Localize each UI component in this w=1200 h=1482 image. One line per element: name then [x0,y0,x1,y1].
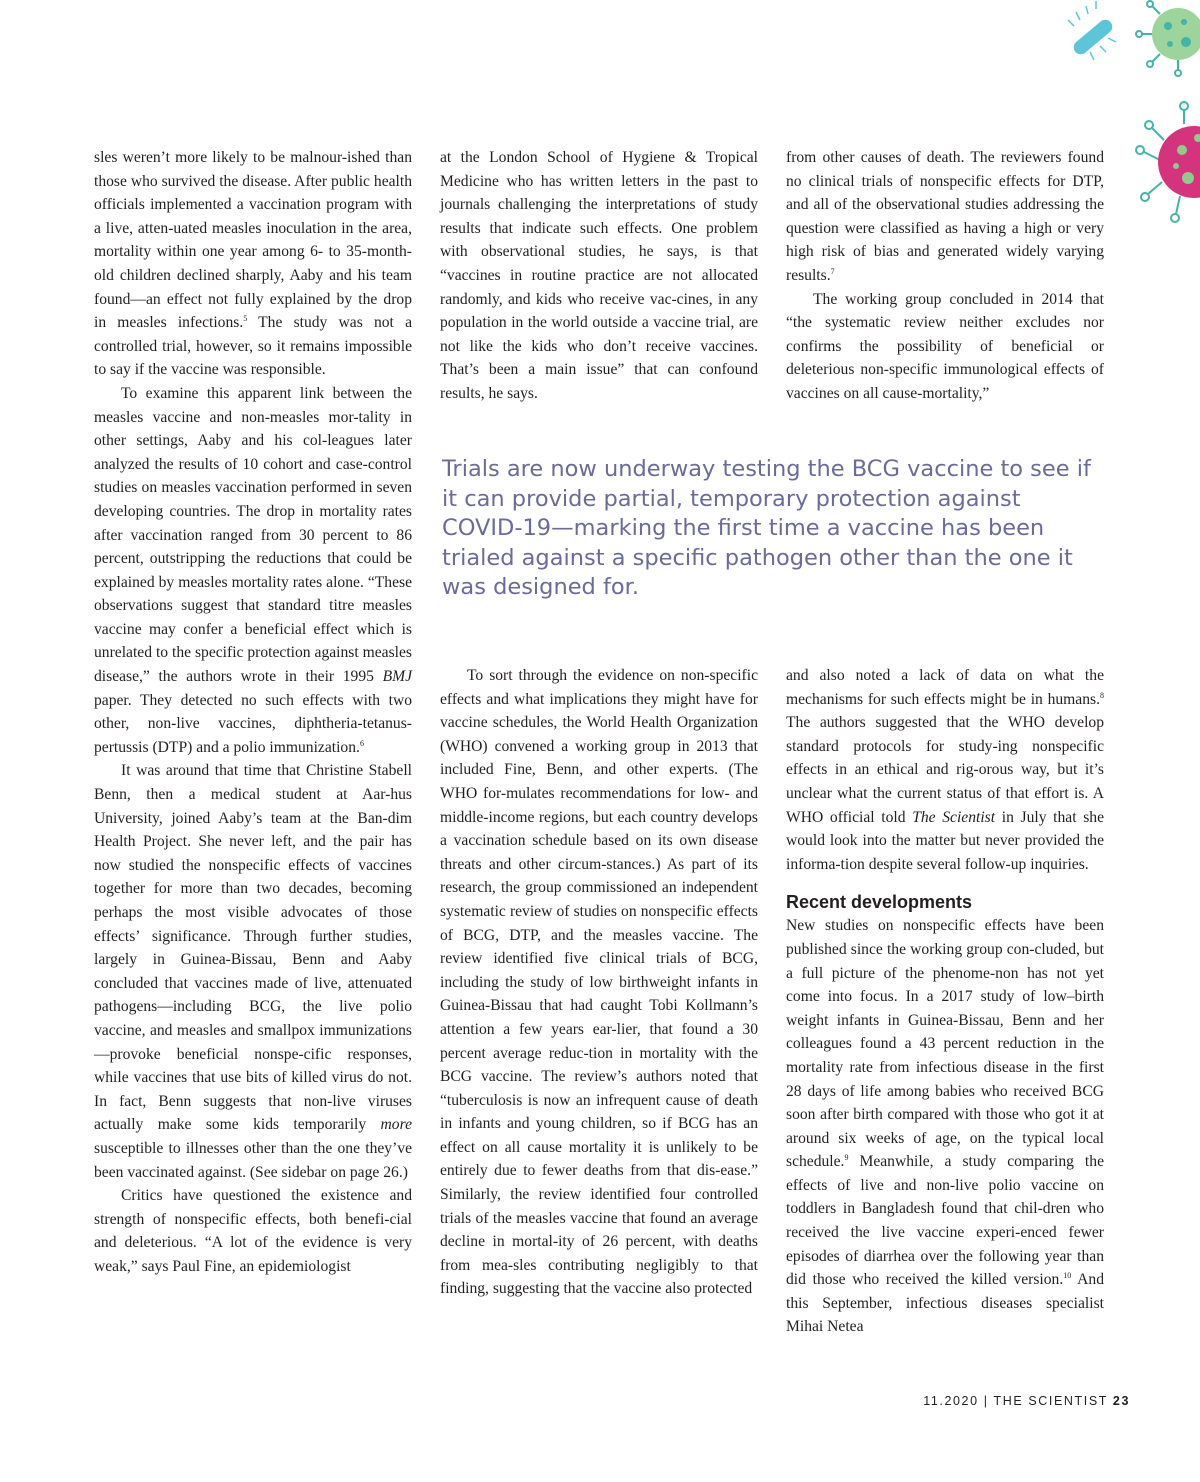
article-column-2-bottom [440,664,758,1301]
reference-number: 6 [359,738,364,748]
paragraph: Critics have questioned the existence and strength of nonspecific effects, both benefi-cial and deleterious. “A lot of the evidence is very weak,” says Paul Fine, an epidemiologist [94,1187,412,1275]
page-footer [923,1394,1130,1408]
reference-number: 8 [1100,690,1104,700]
reference-number: 10 [1063,1271,1072,1281]
emphasis: more [380,1116,412,1134]
reference-number: 7 [830,266,835,276]
reference-number: 9 [844,1153,849,1163]
paragraph: at the London School of Hygiene & Tropical Medicine who has written letters in the past to journals challenging the interpretations of study results that indicate such effects. One problem with observational studies, he says, is that “vaccines in routine practice are not allocated randomly, and kids who receive vac-cines, in any population in the world outside a vaccine trial, are not like the kids who don’t receive vaccines. That’s been a main issue” that can confound results, he says. [440,149,758,402]
magazine-name: THE SCIENTIST [993,1394,1108,1408]
page-number: 23 [1112,1394,1130,1408]
reference-number: 5 [243,314,248,324]
journal-title: BMJ [382,668,412,686]
paragraph: and also noted a lack of data on what the mechanisms for such effects might be in humans.$^8$ The authors suggested that the WHO develop standard protocols for study-ing nonspecific effects in an ethical and rig-orous way, but it’s unclear what the current status of that effort is. A WHO official told The Scientist in July that she would look into the matter but never provided the informa-tion despite several follow-up inquiries. [786,667,1105,873]
virus-icon [1136,1,1200,76]
section-subhead: Recent developments [786,892,973,913]
article-column-1 [94,146,412,1279]
pull-quote: Trials are now underway testing the BCG vaccine to see if it can provide partial, temporary protection against COVID-19—marking the first time a vaccine has been trialed against a specific pathogen other than the one it was designed for. [442,456,1091,600]
virus-icon [1136,102,1200,222]
paragraph: The working group concluded in 2014 that “the systematic review neither excludes nor confirms the possibility of beneficial or deleterious non-specific immunological effects of vaccines on all cause-mortality,” [786,290,1104,402]
article-column-3-bottom [786,664,1104,1339]
issue-date: 11.2020 [923,1394,979,1408]
publication-title: The Scientist [912,808,996,826]
footer-separator: | [983,1394,989,1408]
paragraph: To sort through the evidence on non-specific effects and what implications they might have for vaccine schedules, the World Health Organization (WHO) convened a working group in 2013 that included Fine, Benn, and other experts. (The WHO for-mulates recommendations for low- and middle-income regions, but each country develops a vaccination schedule based on its own disease threats and other circum-stances.) As part of its research, the group commissioned an independent systematic review of studies on nonspecific effects of BCG, DTP, and the measles vaccine. The review identified five clinical trials of BCG, including the study of low birthweight infants in Guinea-Bissau that had caught Tobi Kollmann’s attention a few years ear-lier, that found a 30 percent average reduc-tion in mortality with the BCG vaccine. The review’s authors noted that “tuberculosis is now an infrequent cause of death in infants and young children, so if BCG has an effect on all cause mortality it is unlikely to be entirely due to fewer deaths from that dis-ease.” Similarly, the review identified four controlled trials of the measles vaccine that found an average decline in mortal-ity of 26 percent, with deaths from mea-sles contributing negligibly to that finding, suggesting that the vaccine also protected [440,667,758,1298]
article-column-3-top [786,146,1104,406]
paragraph: New studies on nonspecific effects have been published since the working group con-cluded, but a full picture of the phenome-non has not yet come into focus. In a 2017 study of low–birth weight infants in Guinea-Bissau, Benn and her colleagues found a 43 percent reduction in the mortality rate from infectious disease in the first 28 days of life among babies who received BCG soon after birth compared with those who got it at around six weeks of age, on the typical local schedule.$^9$ Meanwhile, a study comparing the effects of live and non-live polio vaccine on toddlers in Bangladesh found that chil-dren who received the live vaccine experi-enced fewer episodes of diarrhea over the following year than did those who received the killed version.$^{10}$ And this September, infectious diseases specialist Mihai Netea [786,917,1104,1336]
paragraph: To examine this apparent link between the measles vaccine and non-measles mor-tality in other settings, Aaby and his col-leagues later analyzed the results of 10 cohort and case-control studies on measles vaccination performed in seven developing countries. The drop in mortality rates after vaccination ranged from 30 percent to 86 percent, outstripping the reductions that could be explained by measles mortality rates alone. “These observations suggest that standard titre measles vaccine may confer a beneficial effect which is unrelated to the specific protection against measles disease,” the authors wrote in their 1995 BMJ paper. They detected no such effects with two other, non-live vaccines, diphtheria-tetanus-pertussis (DTP) and a polio immunization.$^6$ [94,384,412,756]
bacteria-icon [1068,1,1116,60]
paragraph: It was around that time that Christine Stabell Benn, then a medical student at Aar-hus University, joined Aaby’s team at the Ban-dim Health Project. She never left, and the pair has now studied the nonspecific effects of vaccines together for more than two decades, becoming perhaps the most visible advocates of those effects’ significance. Through further studies, largely in Guinea-Bissau, Benn and Aaby concluded that vaccines made of live, attenuated pathogens—including BCG, the live polio vaccine, and measles and smallpox immunizations—provoke beneficial nonspe-cific responses, while vaccines that use bits of killed virus do not. In fact, Benn suggests that non-live viruses actually make some kids temporarily more susceptible to illnesses other than the one they’ve been vaccinated against. (See sidebar on page 26.) [94,762,412,1181]
paragraph: from other causes of death. The reviewers found no clinical trials of nonspecific effects for DTP, and all of the observational studies addressing the question were classified as having a high or very high risk of bias and generated widely varying results.$^7$ [786,149,1104,284]
article-column-2-top [440,146,758,406]
paragraph: sles weren’t more likely to be malnour-ished than those who survived the disease. After public health officials implemented a vaccination program with a live, atten-uated measles inoculation in the area, mortality within one year among 6- to 35-month-old children declined sharply, Aaby and his team found—an effect not fully explained by the drop in measles infections.$^5$ The study was not a controlled trial, however, so it remains impossible to say if the vaccine was responsible. [94,149,412,379]
